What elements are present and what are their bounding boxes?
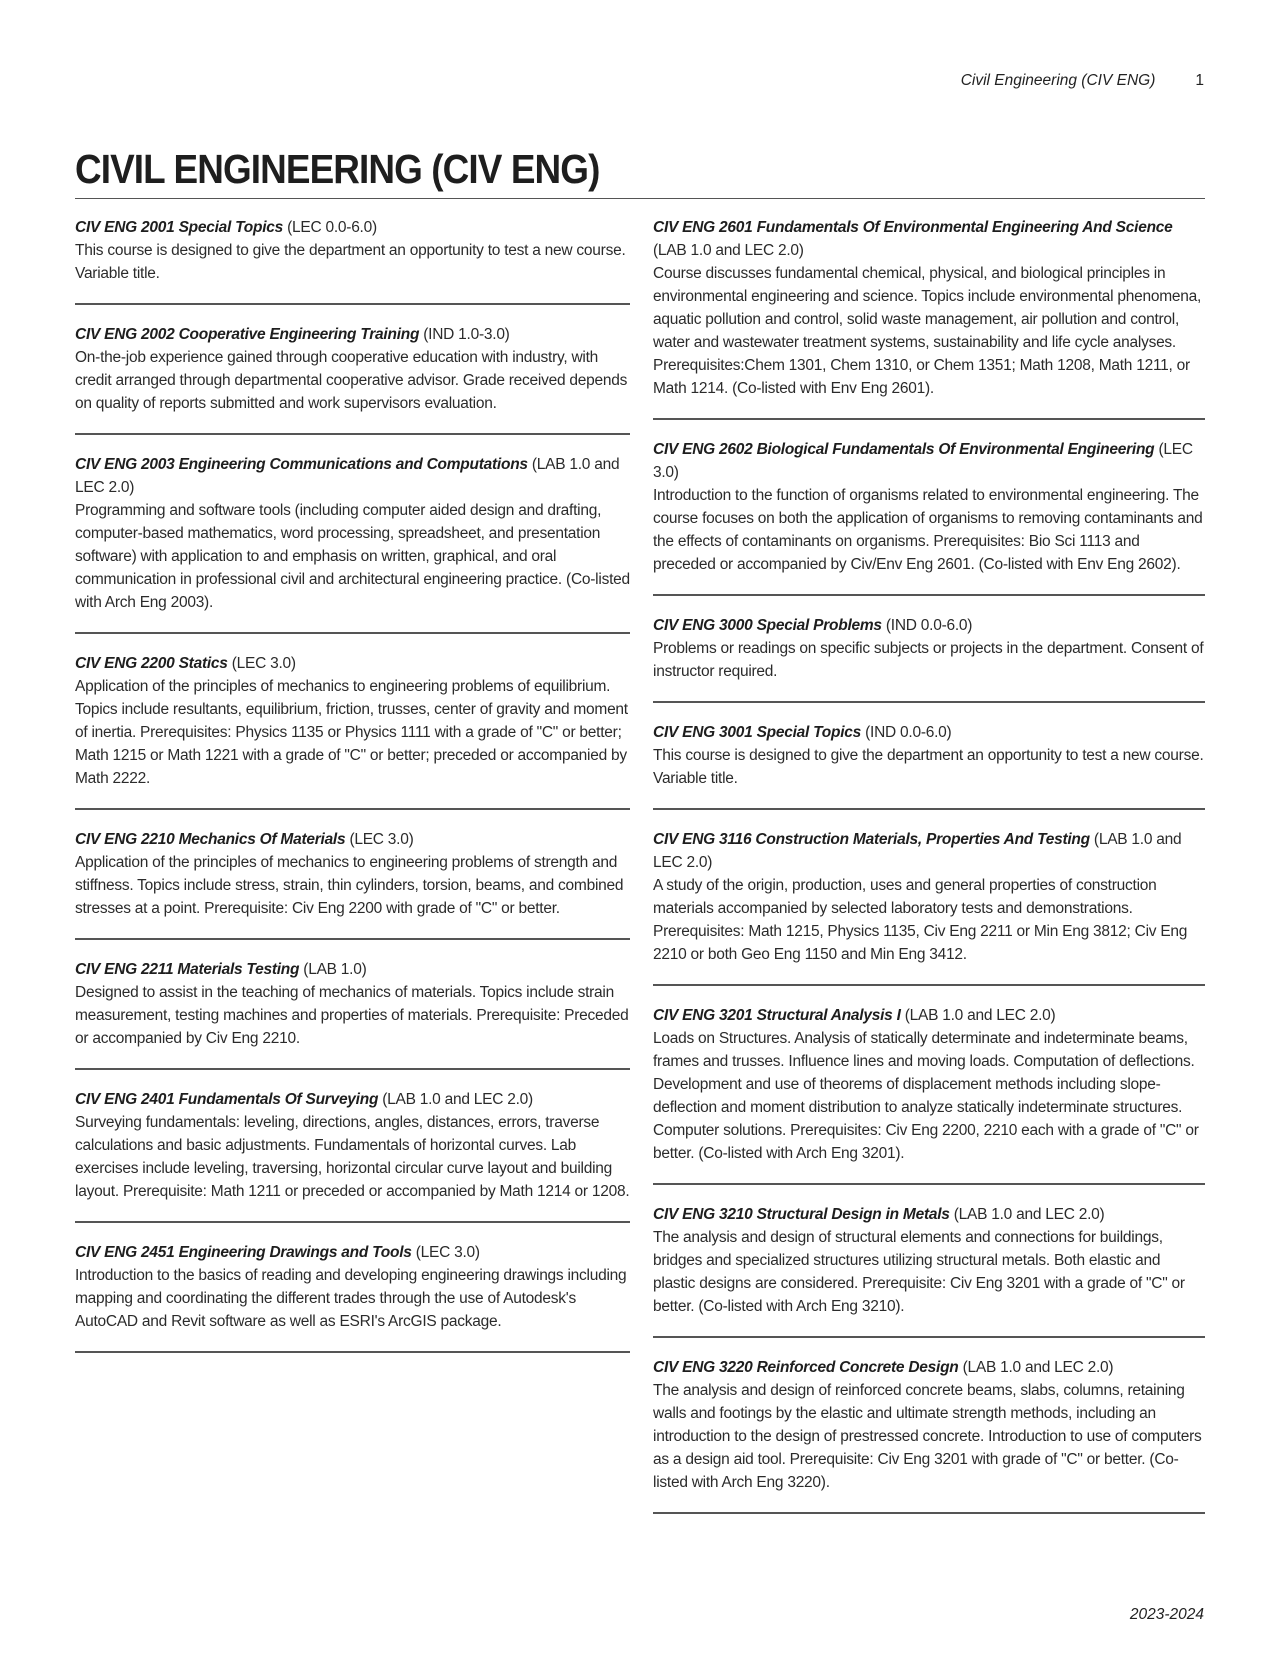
course-units: (LAB 1.0 and LEC 2.0) (653, 831, 1182, 871)
course-units: (LAB 1.0 and LEC 2.0) (904, 1007, 1056, 1024)
course-heading (653, 1203, 1205, 1226)
course-description: Programming and software tools (including computer aided design and drafting, computer-based mathematics, word processing, spreadsheet, and presentation software) with application to and emphasis on written, graphical, and oral communication in professional civil and architectural engineering practice. (Co-listed with Arch Eng 2003). (75, 502, 630, 611)
course-entry (653, 828, 1205, 986)
course-units: (LEC 3.0) (231, 655, 296, 672)
course-entry (653, 1004, 1205, 1185)
course-entry (75, 453, 630, 634)
course-description: Introduction to the function of organisms related to environmental engineering. The course focuses on both the application of organisms to removing contaminants and the effects of contaminants on organisms. Prerequisites: Bio Sci 1113 and preceded or accompanied by Civ/Env Eng 2601. (Co-listed with Env Eng 2602). (653, 487, 1203, 573)
left-column (75, 216, 630, 1371)
course-entry (653, 721, 1205, 810)
course-units: (IND 1.0-3.0) (423, 326, 510, 343)
course-entry (75, 1241, 630, 1353)
course-heading (75, 828, 630, 851)
course-code-title: CIV ENG 2210 Mechanics Of Materials (75, 831, 346, 848)
course-description: On-the-job experience gained through cooperative education with industry, with credit arranged through departmental cooperative advisor. Grade received depends on quality of reports submitted and work supervisors evaluation. (75, 349, 628, 412)
right-column (653, 216, 1205, 1532)
course-code-title: CIV ENG 2451 Engineering Drawings and Tools (75, 1244, 412, 1261)
course-description: Surveying fundamentals: leveling, directions, angles, distances, errors, traverse calculations and basic adjustments. Fundamentals of horizontal curves. Lab exercises include leveling, traversing, horizontal circular curve layout and building layout. Prerequisite: Math 1211 or preceded or accompanied by Math 1214 or 1208. (75, 1114, 630, 1200)
course-heading (75, 1241, 630, 1264)
course-description: Loads on Structures. Analysis of statically determinate and indeterminate beams, frames and trusses. Influence lines and moving loads. Computation of deflections. Development and use of theorems of displacement methods including slope-deflection and moment distribution to analyze statically indeterminate structures. Computer solutions. Prerequisites: Civ Eng 2200, 2210 each with a grade of "C" or better. (Co-listed with Arch Eng 3201). (653, 1030, 1199, 1162)
course-entry (653, 438, 1205, 596)
course-entry (75, 652, 630, 810)
course-units: (LAB 1.0 and LEC 2.0) (653, 242, 804, 259)
course-units: (LEC 3.0) (349, 831, 414, 848)
course-description: The analysis and design of reinforced concrete beams, slabs, columns, retaining walls and footings by the elastic and ultimate strength methods, including an introduction to the design of prestressed concrete. Introduction to use of computers as a design aid tool. Prerequisite: Civ Eng 3201 with grade of "C" or better. (Co-listed with Arch Eng 3220). (653, 1382, 1202, 1491)
course-heading (75, 453, 630, 499)
course-description: Problems or readings on specific subjects or projects in the department. Consent of instructor required. (653, 640, 1204, 680)
course-description: Introduction to the basics of reading and developing engineering drawings including mapping and coordinating the different trades through the use of Autodesk's AutoCAD and Revit software as well as ESRI's ArcGIS package. (75, 1267, 627, 1330)
course-units: (LEC 0.0-6.0) (287, 219, 377, 236)
course-code-title: CIV ENG 2401 Fundamentals Of Surveying (75, 1091, 379, 1108)
course-code-title: CIV ENG 3220 Reinforced Concrete Design (653, 1359, 959, 1376)
course-units: (LAB 1.0 and LEC 2.0) (962, 1359, 1114, 1376)
course-code-title: CIV ENG 3201 Structural Analysis I (653, 1007, 901, 1024)
course-heading (653, 1356, 1205, 1379)
course-description: The analysis and design of structural elements and connections for buildings, bridges and specialized structures utilizing structural metals. Both elastic and plastic designs are considered. Prerequisite: Civ Eng 3201 with a grade of "C" or better. (Co-listed with Arch Eng 3210). (653, 1229, 1185, 1315)
course-code-title: CIV ENG 2003 Engineering Communications and Computations (75, 456, 528, 473)
course-heading (75, 216, 630, 239)
course-code-title: CIV ENG 3001 Special Topics (653, 724, 862, 741)
course-heading (75, 323, 630, 346)
course-description: Course discusses fundamental chemical, physical, and biological principles in environmental engineering and science. Topics include environmental phenomena, aquatic pollution and control, solid waste management, air pollution and control, water and wastewater treatment systems, sustainability and life cycle analyses. Prerequisites:Chem 1301, Chem 1310, or Chem 1351; Math 1208, Math 1211, or Math 1214. (Co-listed with Env Eng 2601). (653, 265, 1202, 397)
course-heading (653, 1004, 1205, 1027)
course-units: (LAB 1.0 and LEC 2.0) (75, 456, 620, 496)
page-title: CIVIL ENGINEERING (CIV ENG) (75, 146, 600, 192)
course-units: (LAB 1.0 and LEC 2.0) (382, 1091, 533, 1108)
course-description: This course is designed to give the department an opportunity to test a new course. Variable title. (75, 242, 626, 282)
course-entry (75, 323, 630, 435)
course-units: (LEC 3.0) (415, 1244, 480, 1261)
course-entry (75, 216, 630, 305)
course-heading (653, 438, 1205, 484)
page-number: 1 (1195, 72, 1204, 89)
course-code-title: CIV ENG 2001 Special Topics (75, 219, 284, 236)
course-entry (653, 1203, 1205, 1338)
course-code-title: CIV ENG 3210 Structural Design in Metals (653, 1206, 950, 1223)
course-units: (LAB 1.0 and LEC 2.0) (953, 1206, 1105, 1223)
running-header (961, 72, 1204, 90)
course-description: A study of the origin, production, uses and general properties of construction materials accompanied by selected laboratory tests and demonstrations. Prerequisites: Math 1215, Physics 1135, Civ Eng 2211 or Min Eng 3812; Civ Eng 2210 or both Geo Eng 1150 and Min Eng 3412. (653, 877, 1188, 963)
course-description: Designed to assist in the teaching of mechanics of materials. Topics include strain measurement, testing machines and properties of materials. Prerequisite: Preceded or accompanied by Civ Eng 2210. (75, 984, 629, 1047)
course-description: This course is designed to give the department an opportunity to test a new course. Variable title. (653, 747, 1204, 787)
course-entry (653, 614, 1205, 703)
course-heading (75, 1088, 630, 1111)
course-code-title: CIV ENG 3116 Construction Materials, Properties And Testing (653, 831, 1090, 848)
course-description: Application of the principles of mechanics to engineering problems of equilibrium. Topics include resultants, equilibrium, friction, trusses, center of gravity and moment of inertia. Prerequisites: Physics 1135 or Physics 1111 with a grade of "C" or better; Math 1215 or Math 1221 with a grade of "C" or better; preceded or accompanied by Math 2222. (75, 678, 628, 787)
course-code-title: CIV ENG 2602 Biological Fundamentals Of Environmental Engineering (653, 441, 1155, 458)
course-heading (653, 614, 1205, 637)
course-heading (75, 958, 630, 981)
title-divider (75, 198, 1205, 199)
course-entry (653, 1356, 1205, 1514)
course-heading (653, 828, 1205, 874)
course-entry (653, 216, 1205, 420)
footer-year: 2023-2024 (1129, 1606, 1204, 1623)
course-code-title: CIV ENG 2200 Statics (75, 655, 228, 672)
course-entry (75, 828, 630, 940)
course-code-title: CIV ENG 2002 Cooperative Engineering Training (75, 326, 420, 343)
course-heading (653, 721, 1205, 744)
course-entry (75, 1088, 630, 1223)
running-title: Civil Engineering (CIV ENG) (960, 72, 1156, 89)
course-description: Application of the principles of mechanics to engineering problems of strength and stiffness. Topics include stress, strain, thin cylinders, torsion, beams, and combined stresses at a point. Prerequisite: Civ Eng 2200 with grade of "C" or better. (75, 854, 624, 917)
course-entry (75, 958, 630, 1070)
course-code-title: CIV ENG 3000 Special Problems (653, 617, 882, 634)
course-heading (653, 216, 1205, 262)
course-units: (LAB 1.0) (303, 961, 367, 978)
course-heading (75, 652, 630, 675)
course-code-title: CIV ENG 2211 Materials Testing (75, 961, 300, 978)
course-code-title: CIV ENG 2601 Fundamentals Of Environmental Engineering And Science (653, 219, 1173, 236)
course-units: (IND 0.0-6.0) (885, 617, 973, 634)
course-units: (IND 0.0-6.0) (865, 724, 952, 741)
course-units: (LEC 3.0) (653, 441, 1193, 481)
